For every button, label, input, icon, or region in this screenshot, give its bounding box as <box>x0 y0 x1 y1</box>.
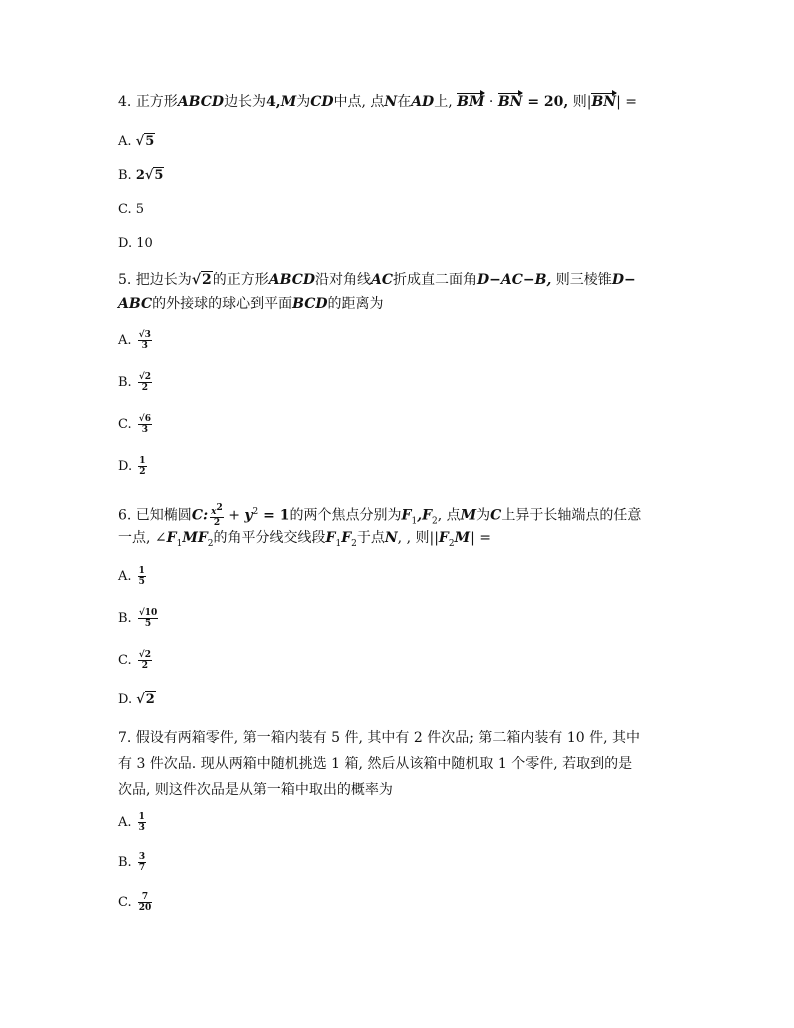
option-label: B. <box>118 611 132 626</box>
q5-text: 的正方形 <box>212 272 269 288</box>
q4-n: N <box>384 94 398 110</box>
q6-f: F <box>341 530 352 546</box>
question-5-stem-line2 <box>118 294 384 314</box>
exponent: 2 <box>216 503 223 514</box>
fraction <box>138 372 152 393</box>
q4-text: 在 <box>397 94 412 110</box>
radicand: 5 <box>145 134 155 149</box>
q4-four: 4, <box>266 94 281 110</box>
q6-f: F <box>325 530 336 546</box>
q6-c: C <box>490 507 502 524</box>
question-7-line1: 7. 假设有两箱零件, 第一箱内装有 5 件, 其中有 2 件次品; 第二箱内装有 10 件, 其中 <box>118 730 641 746</box>
option-label: C. <box>118 895 132 910</box>
var-x: x <box>211 507 217 518</box>
numerator: 7 <box>138 892 153 903</box>
subscript: 2 <box>432 516 438 527</box>
q7-option-c <box>118 892 152 913</box>
q6-f: F <box>401 507 412 524</box>
subscript: 1 <box>176 538 183 549</box>
radicand: 6 <box>144 414 151 424</box>
denominator: 20 <box>138 903 152 913</box>
q4-equals: = 20, <box>522 94 569 110</box>
q5-ac: AC <box>371 272 394 288</box>
denominator: 2 <box>141 383 149 393</box>
q5-abc: ABC <box>118 296 153 312</box>
numerator: √6 <box>138 414 151 424</box>
vector-bn-abs: BN <box>591 94 617 110</box>
subscript: 2 <box>351 538 357 549</box>
option-label: B. <box>118 855 132 870</box>
fraction-x2-over-2 <box>210 503 224 528</box>
q5-text: 5. 把边长为 <box>118 272 192 288</box>
fraction <box>138 852 146 873</box>
q6-f: ,F <box>417 507 433 524</box>
numerator: √2 <box>138 650 151 660</box>
denominator: 7 <box>138 863 146 873</box>
denominator: 2 <box>141 661 148 671</box>
denominator: 3 <box>141 425 148 435</box>
radicand: 5 <box>154 168 164 183</box>
fraction <box>138 892 153 913</box>
option-label: B. <box>118 375 132 390</box>
fraction <box>138 566 146 587</box>
q5-option-a <box>118 330 152 351</box>
radicand: 2 <box>145 692 155 707</box>
q5-option-b <box>118 372 152 393</box>
q6-m: M <box>454 530 471 546</box>
q6-text: 为 <box>476 507 491 524</box>
q6-c: C: <box>191 507 209 524</box>
option-label: A. <box>118 134 132 149</box>
radicand: 2 <box>144 650 151 660</box>
denominator: 5 <box>138 577 145 587</box>
numerator: 1 <box>138 566 145 576</box>
q6-text: 的两个焦点分别为 <box>289 507 402 524</box>
subscript: 2 <box>207 538 214 549</box>
q4-option-b <box>118 166 164 186</box>
q5-dihedral: D−AC−B, <box>477 272 552 288</box>
q4-ad: AD <box>411 94 435 110</box>
option-label: D. <box>118 692 133 707</box>
question-7-line3: 次品, 则这件次品是从第一箱中取出的概率为 <box>118 782 393 798</box>
q6-text: 于点 <box>356 530 385 546</box>
q4-text: 上, <box>434 94 453 110</box>
numerator: 3 <box>138 852 146 862</box>
q7-option-b <box>118 852 146 873</box>
q5-d: D− <box>611 272 636 288</box>
option-label: D. <box>118 236 133 251</box>
question-4-stem <box>118 92 637 112</box>
question-7-line2: 有 3 件次品. 现从两箱中随机挑选 1 箱, 然后从该箱中随机取 1 个零件, 若取到的是 <box>118 756 633 772</box>
subscript: 1 <box>335 538 342 549</box>
q4-dot: · <box>484 94 498 110</box>
exponent: 2 <box>252 507 259 517</box>
q6-text: , 点 <box>437 507 461 524</box>
q6-mf: MF <box>182 530 208 546</box>
subscript: 1 <box>411 516 418 527</box>
q6-option-b <box>118 608 158 629</box>
fraction <box>138 812 146 833</box>
fraction <box>138 456 146 477</box>
option-label: A. <box>118 333 132 348</box>
q4-text: 中点, 点 <box>333 94 385 110</box>
q5-text: 的外接球的球心到平面 <box>152 296 293 312</box>
q6-option-c <box>118 650 152 671</box>
q6-option-a <box>118 566 146 587</box>
q6-text: , , 则|| <box>397 530 439 546</box>
q7-option-a <box>118 812 146 833</box>
q4-option-c <box>118 200 144 220</box>
q6-text: 6. 已知椭圆 <box>118 507 192 524</box>
numerator: 1 <box>139 456 146 466</box>
numerator: √2 <box>138 372 152 382</box>
option-label: D. <box>118 459 133 474</box>
option-value: 5 <box>135 202 145 217</box>
q6-f: F <box>166 530 177 546</box>
q4-end: | = <box>616 94 638 110</box>
option-label: B. <box>118 168 132 183</box>
q4-option-a <box>118 132 155 152</box>
fraction <box>138 650 152 671</box>
option-label: C. <box>118 202 132 217</box>
fraction <box>138 608 158 629</box>
radicand: 2 <box>202 272 212 288</box>
denominator: 5 <box>144 619 152 629</box>
numerator <box>210 503 224 518</box>
var-y: y <box>244 507 253 524</box>
radicand: 2 <box>144 372 152 382</box>
q6-m: M <box>460 507 477 524</box>
radicand: 10 <box>144 608 158 618</box>
q5-text: 折成直二面角 <box>393 272 478 288</box>
vector-bm: BM <box>457 94 485 110</box>
q4-number: 4. <box>118 94 132 110</box>
q4-text: 边长为 <box>224 94 267 110</box>
vector-bn: BN <box>497 94 523 110</box>
q6-option-d <box>118 690 156 710</box>
option-value: 10 <box>136 236 153 251</box>
q5-option-d <box>118 456 147 477</box>
q5-option-c <box>118 414 152 435</box>
q6-text: 的角平分线交线段 <box>213 530 326 546</box>
q5-text: 的距离为 <box>327 296 384 312</box>
option-label: A. <box>118 569 132 584</box>
q4-option-d <box>118 234 153 254</box>
option-label: C. <box>118 417 132 432</box>
q6-text: 上异于长轴端点的任意 <box>501 507 642 524</box>
radicand: 3 <box>144 330 151 340</box>
q6-plus: + <box>223 507 245 524</box>
numerator: √10 <box>138 608 158 618</box>
q5-abcd: ABCD <box>268 272 316 288</box>
q4-m: M <box>280 94 297 110</box>
q4-cd: CD <box>310 94 334 110</box>
q4-text: 正方形 <box>135 94 178 110</box>
q6-f: F <box>438 530 449 546</box>
q5-text: 沿对角线 <box>315 272 372 288</box>
q6-equals: = 1 <box>258 507 290 524</box>
sqrt-2: √2 <box>191 272 212 288</box>
q6-text: | = <box>470 530 491 546</box>
denominator: 2 <box>213 518 221 529</box>
q5-text: 则三棱锥 <box>551 272 612 288</box>
subscript: 2 <box>448 538 455 549</box>
fraction <box>138 330 152 351</box>
q6-n: N <box>384 530 398 546</box>
denominator: 3 <box>141 341 148 351</box>
q5-bcd: BCD <box>292 296 328 312</box>
q6-text: 一点, ∠ <box>118 530 167 546</box>
sqrt-5: √5 <box>135 134 155 149</box>
question-6-stem-line2 <box>118 528 491 554</box>
numerator: 1 <box>138 812 145 822</box>
fraction <box>138 414 152 435</box>
denominator: 2 <box>139 467 146 477</box>
numerator: √3 <box>138 330 151 340</box>
q4-abcd: ABCD <box>177 94 225 110</box>
denominator: 3 <box>138 823 145 833</box>
question-5-stem-line1 <box>118 270 636 290</box>
sqrt-5: √5 <box>144 168 164 183</box>
q4-text: 则| <box>568 94 592 110</box>
coefficient: 2 <box>135 168 145 183</box>
sqrt-2: √2 <box>136 692 155 707</box>
option-label: A. <box>118 815 132 830</box>
option-label: C. <box>118 653 132 668</box>
q4-text: 为 <box>296 94 311 110</box>
